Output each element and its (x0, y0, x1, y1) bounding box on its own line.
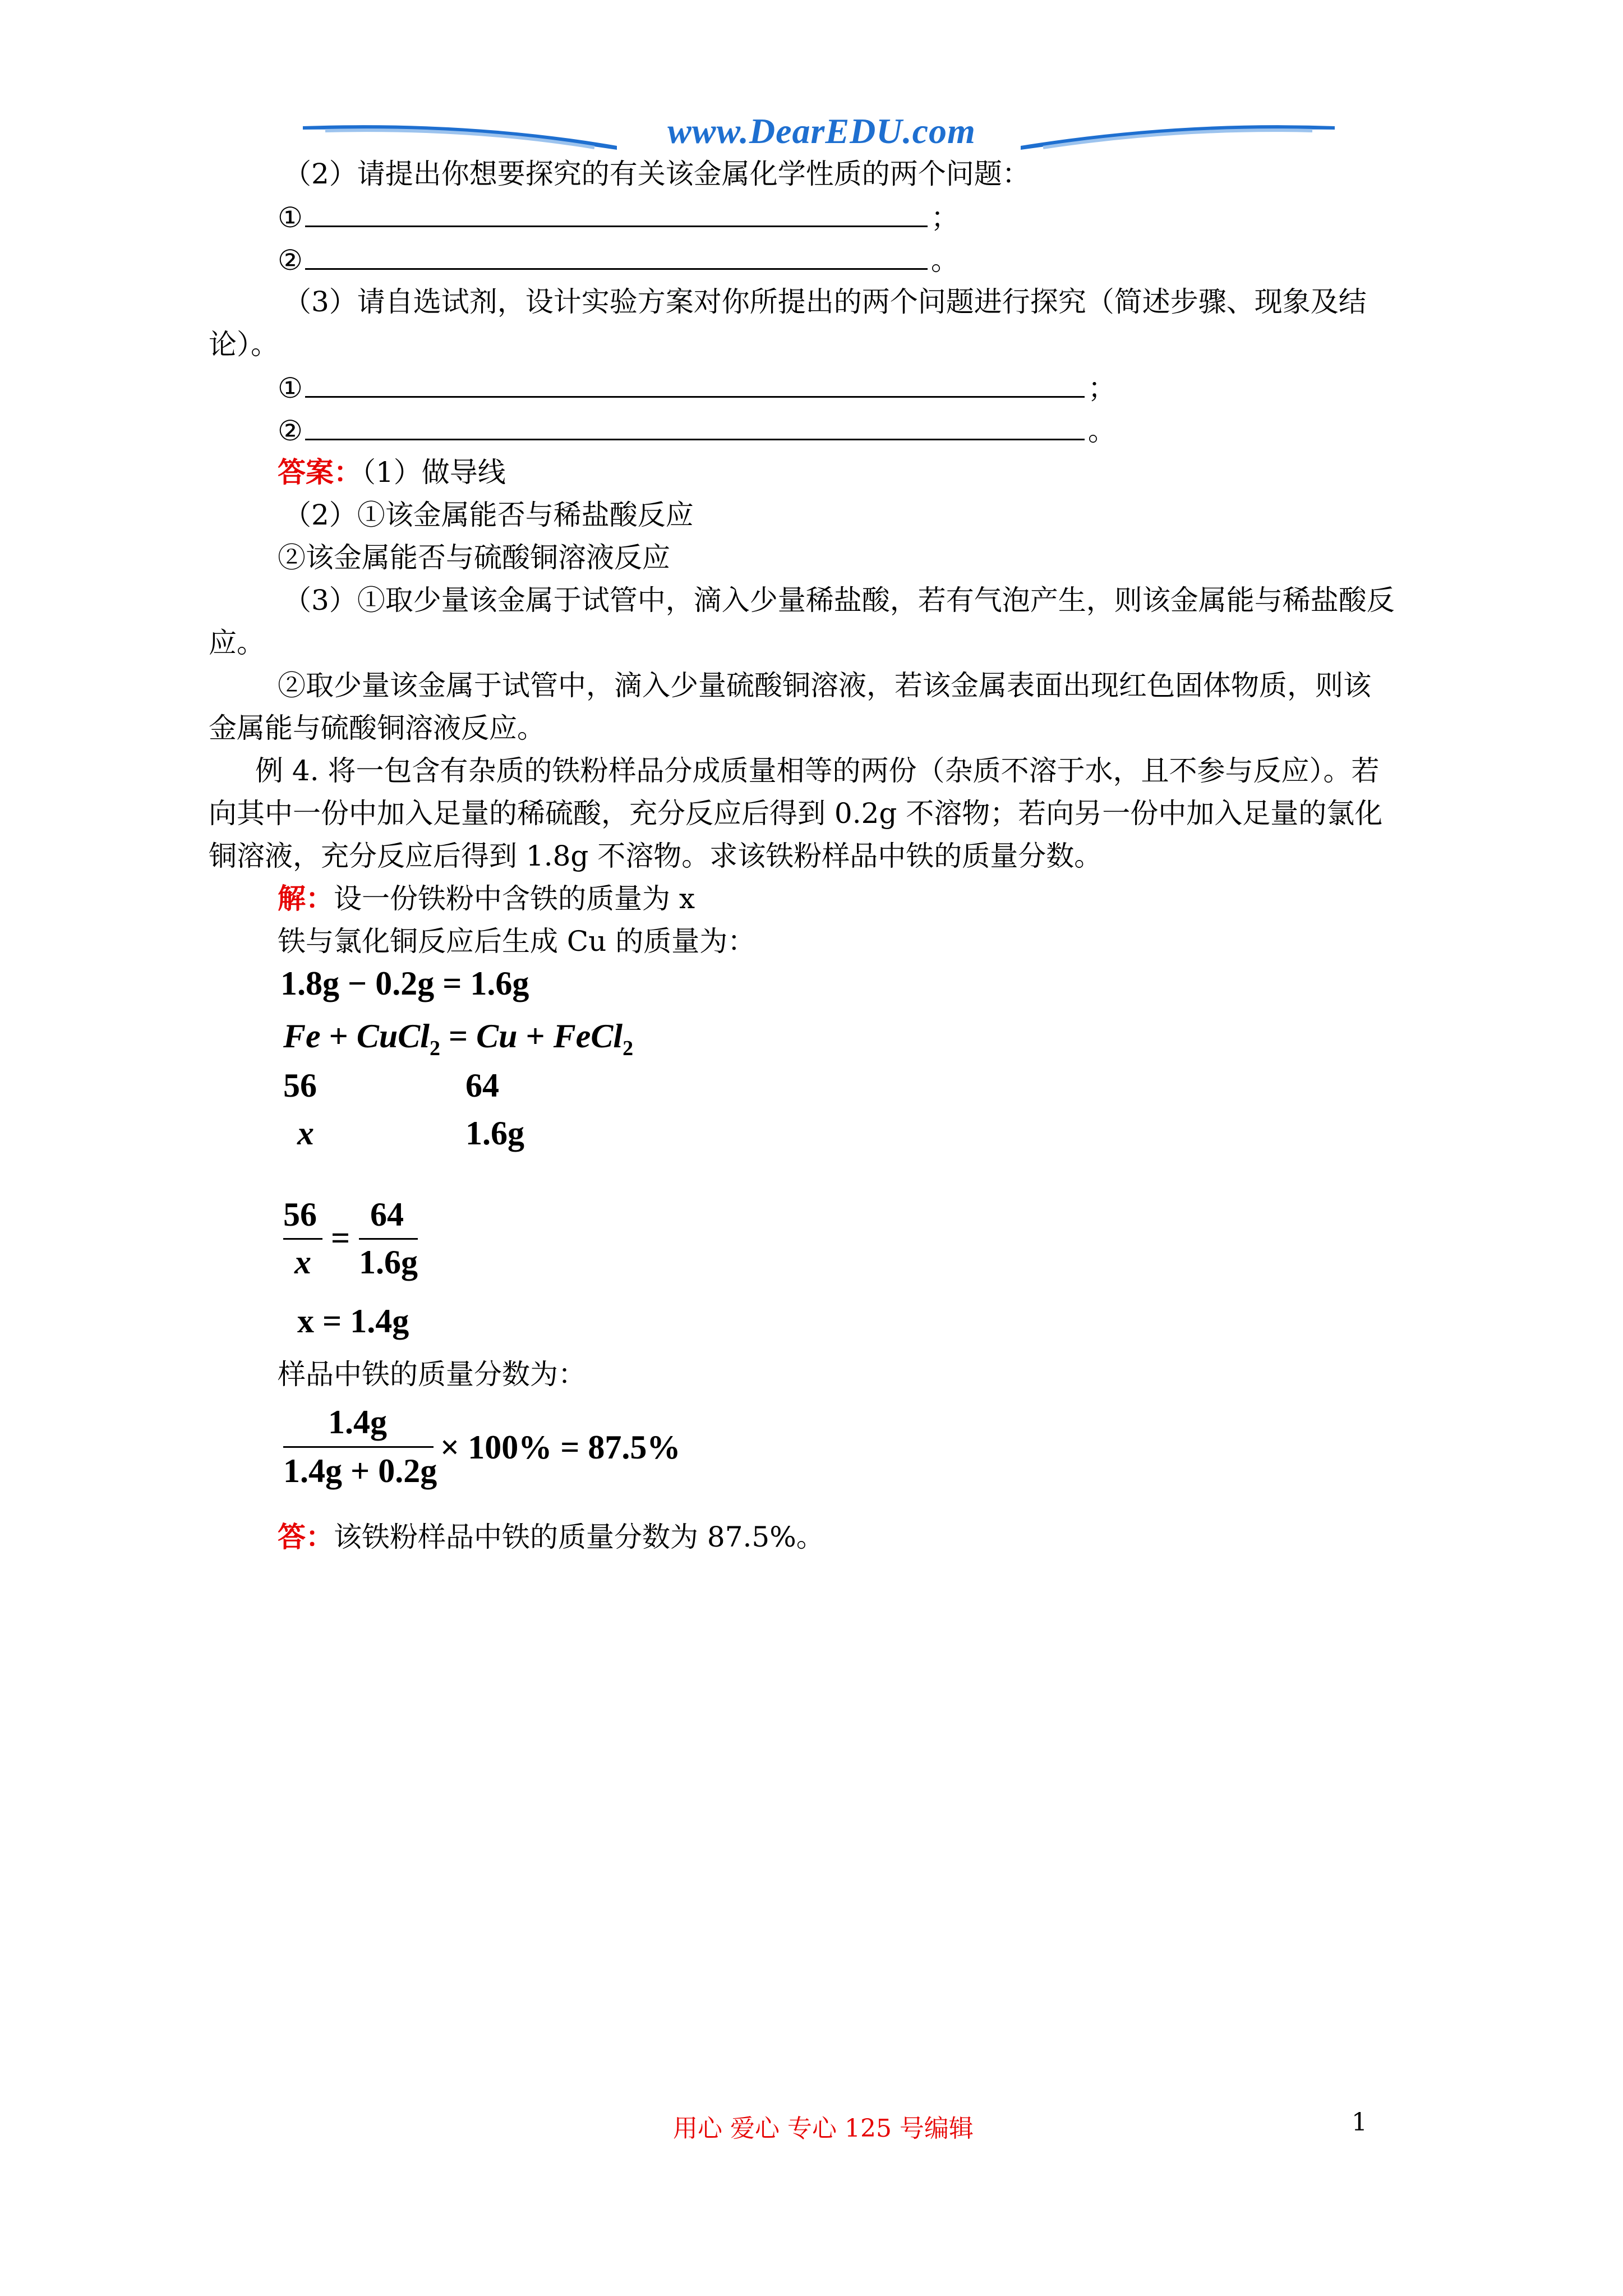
answer-2b: ②该金属能否与硫酸铜溶液反应 (278, 541, 670, 574)
site-logo-text[interactable]: www.DearEDU.com (667, 111, 976, 151)
eq-equals: = (440, 1018, 477, 1055)
equation-reaction (283, 1016, 633, 1068)
frac1-denominator-text: x (294, 1244, 311, 1281)
equation-mass-difference: 1.8g − 0.2g = 1.6g (280, 965, 529, 1002)
result-x: x = 1.4g (297, 1303, 409, 1340)
q2-item-1-end: ； (930, 201, 959, 234)
fraction-intro: 样品中铁的质量分数为： (278, 1358, 586, 1391)
solution-label: 解： (278, 882, 334, 915)
molar-64: 64 (465, 1067, 499, 1104)
q2-item-2-end: 。 (930, 244, 959, 277)
q3-item-1 (278, 370, 1116, 405)
solution-text: 设一份铁粉中含铁的质量为 x (334, 882, 695, 915)
eq-fe: Fe (283, 1018, 321, 1055)
frac2-denominator: 1.6g (359, 1244, 418, 1281)
q3-title-line-2: 论）。 (209, 328, 279, 361)
frac1-bar (283, 1238, 322, 1240)
page-number: 1 (1352, 2108, 1367, 2137)
example4-line-1: 例 4. 将一包含有杂质的铁粉样品分成质量相等的两份（杂质不溶于水，且不参与反应）。若 (255, 754, 1380, 787)
q2-item-1 (278, 200, 959, 234)
q3-item-2-blank[interactable] (305, 413, 1085, 440)
answer-3b-line-1: ②取少量该金属于试管中，滴入少量硫酸铜溶液，若该金属表面出现红色固体物质，则该 (278, 669, 1371, 702)
frac1-numerator: 56 (283, 1196, 317, 1233)
mass-1-6g: 1.6g (465, 1115, 524, 1152)
q3-item-2-num: ② (278, 415, 303, 447)
eq-cu: Cu (476, 1018, 518, 1055)
final-text: 该铁粉样品中铁的质量分数为 87.5%。 (334, 1521, 824, 1553)
q2-item-2-num: ② (278, 244, 303, 277)
answer-line-1 (278, 455, 506, 489)
pct-result: × 100% = 87.5% (440, 1429, 681, 1466)
pct-numerator: 1.4g (328, 1404, 387, 1441)
q3-item-1-num: ① (278, 372, 303, 404)
q3-item-2-end: 。 (1087, 415, 1116, 447)
q3-title-line-1: （3）请自选试剂，设计实验方案对你所提出的两个问题进行探究（简述步骤、现象及结 (283, 286, 1367, 318)
frac1-denominator (294, 1243, 311, 1282)
eq-sub-1: 2 (429, 1037, 440, 1060)
frac2-numerator: 64 (370, 1196, 404, 1233)
unknown-x (297, 1114, 314, 1153)
unknown-x-text: x (297, 1115, 314, 1152)
eq-sub-2: 2 (623, 1037, 634, 1060)
frac2-bar (359, 1238, 418, 1240)
q3-item-1-end: ； (1087, 372, 1116, 404)
q2-item-1-blank[interactable] (305, 200, 928, 227)
eq-fecl: FeCl (553, 1018, 623, 1055)
example4-line-3: 铜溶液，充分反应后得到 1.8g 不溶物。求该铁粉样品中铁的质量分数。 (209, 840, 1103, 872)
frac-equals: = (331, 1220, 351, 1257)
molar-56: 56 (283, 1067, 317, 1104)
final-answer (278, 1520, 824, 1554)
answer-1-text: （1）做导线 (362, 456, 506, 489)
final-label: 答： (278, 1520, 334, 1553)
header-banner (303, 111, 1335, 154)
pct-bar (283, 1446, 434, 1448)
eq-plus-1: + (320, 1018, 357, 1055)
q3-item-2 (278, 413, 1116, 448)
q2-title: （2）请提出你想要探究的有关该金属化学性质的两个问题： (283, 158, 1030, 190)
answer-3a-line-2: 应。 (209, 627, 265, 659)
q2-item-2-blank[interactable] (305, 242, 928, 270)
example4-line-2: 向其中一份中加入足量的稀硫酸，充分反应后得到 0.2g 不溶物；若向另一份中加入足量的氯化 (209, 797, 1383, 830)
answer-2a: （2）①该金属能否与稀盐酸反应 (283, 499, 694, 531)
solution-line (278, 882, 695, 915)
eq-plus-2: + (517, 1018, 554, 1055)
answer-3a-line-1: （3）①取少量该金属于试管中，滴入少量稀盐酸，若有气泡产生，则该金属能与稀盐酸反 (283, 584, 1395, 616)
cu-mass-line: 铁与氯化铜反应后生成 Cu 的质量为： (278, 925, 756, 958)
q2-item-1-num: ① (278, 201, 303, 234)
eq-cucl: CuCl (356, 1018, 430, 1055)
footer-credit: 用心 爱心 专心 125 号编辑 (673, 2114, 974, 2143)
q2-item-2 (278, 242, 959, 277)
q3-item-1-blank[interactable] (305, 370, 1085, 398)
answer-label: 答案： (278, 455, 362, 489)
pct-denominator: 1.4g + 0.2g (283, 1452, 437, 1489)
answer-3b-line-2: 金属能与硫酸铜溶液反应。 (209, 712, 545, 744)
